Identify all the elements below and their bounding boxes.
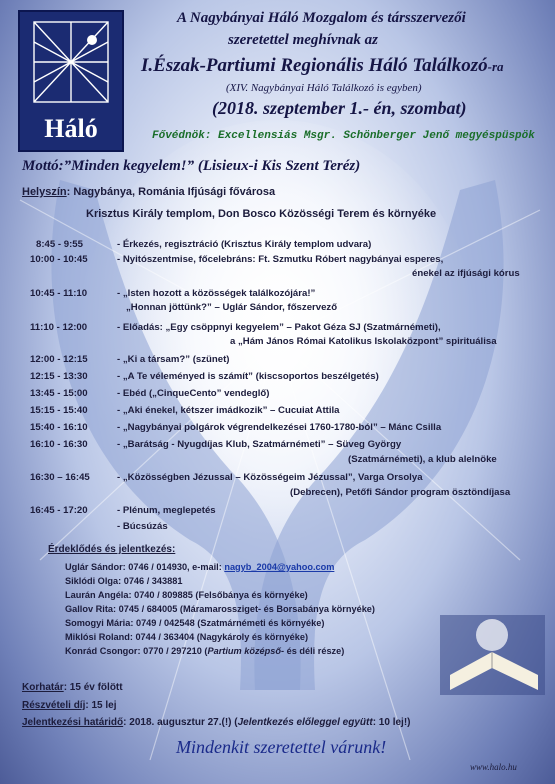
contact-konrad-phone: Konrád Csongor: 0770 / 297210 ( xyxy=(65,646,208,656)
participation-fee-label: Részvételi díj xyxy=(22,700,86,711)
venue-line1 xyxy=(22,186,275,198)
participation-fee xyxy=(22,700,117,711)
schedule-item-continued: (Szatmárnémeti), a klub alelnöke xyxy=(348,454,497,465)
contact-konrad-region: Partium középső xyxy=(207,646,281,656)
deadline-end: : 10 lej!) xyxy=(372,717,411,728)
contact-row: Siklódi Olga: 0746 / 343881 xyxy=(65,576,183,586)
schedule-item: - „Isten hozott a közösségek találkozójára!” xyxy=(117,288,316,299)
schedule-time: 12:15 - 13:30 xyxy=(30,371,88,382)
contact-uglar-phone: Uglár Sándor: 0746 / 014930, e-mail: xyxy=(65,562,225,572)
schedule-item: - Búcsúzás xyxy=(117,521,168,532)
schedule-time: 8:45 - 9:55 xyxy=(36,239,83,250)
schedule-item-continued: (Debrecen), Petőfi Sándor program ösztöndíjasa xyxy=(290,487,511,498)
schedule-item-continued: énekel az ifjúsági kórus xyxy=(412,268,520,279)
event-date: (2018. szeptember 1.- én, szombat) xyxy=(212,98,467,118)
contact-row: Laurán Angéla: 0740 / 809885 (Felsőbánya és környéke) xyxy=(65,590,308,600)
schedule-item: - Előadás: „Egy csöppnyi kegyelem” – Pakot Géza SJ (Szatmárnémeti), xyxy=(117,322,441,333)
contact-email-link[interactable]: nagyb_2004@yahoo.com xyxy=(224,562,335,572)
venue-label: Helyszín xyxy=(22,186,67,198)
schedule-time: 10:45 - 11:10 xyxy=(30,288,88,299)
schedule-time: 16:45 - 17:20 xyxy=(30,505,88,516)
contacts-heading: Érdeklődés és jelentkezés: xyxy=(48,544,176,555)
schedule-time: 13:45 - 15:00 xyxy=(30,388,88,399)
schedule-time: 15:15 - 15:40 xyxy=(30,405,88,416)
contact-row: Gallov Rita: 0745 / 684005 (Máramarossziget- és Borsabánya környéke) xyxy=(65,604,375,614)
age-limit-label: Korhatár xyxy=(22,682,64,693)
motto: Mottó:”Minden kegyelem!” (Lisieux-i Kis Szent Teréz) xyxy=(22,158,361,174)
deadline-italic: Jelentkezés előleggel együtt xyxy=(237,717,373,728)
schedule-time: 16:10 - 16:30 xyxy=(30,439,88,450)
age-limit xyxy=(22,682,123,693)
schedule-item: - „Barátság - Nyugdíjas Klub, Szatmárnémeti” – Süveg György xyxy=(117,439,402,450)
contact-konrad xyxy=(65,646,344,656)
contact-uglar xyxy=(65,562,334,572)
venue-line2: Krisztus Király templom, Don Bosco Közösségi Terem és környéke xyxy=(86,208,437,220)
schedule-time: 15:40 - 16:10 xyxy=(30,422,88,433)
header-line1: A Nagybányai Háló Mozgalom és társszervezői xyxy=(177,10,466,26)
schedule-item: - „Ki a társam?” (szünet) xyxy=(117,354,230,365)
event-title-suffix: -ra xyxy=(487,59,504,74)
schedule-item: - Érkezés, regisztráció (Krisztus Király templom udvara) xyxy=(117,239,372,250)
schedule-item: - Nyitószentmise, főcelebráns: Ft. Szmutku Róbert nagybányai esperes, xyxy=(117,254,444,265)
logo-text: Háló xyxy=(44,114,98,143)
header-line2: szeretettel meghívnak az xyxy=(228,32,378,48)
schedule-time: 10:00 - 10:45 xyxy=(30,254,88,265)
schedule-time: 12:00 - 12:15 xyxy=(30,354,88,365)
patron: Fővédnök: Excellensiás Msgr. Schönberger Jenő megyéspüspök xyxy=(152,130,535,142)
halo-logo xyxy=(18,10,124,152)
event-subtitle: (XIV. Nagybányai Háló Találkozó is egyben) xyxy=(226,82,422,94)
age-limit-value: : 15 év fölött xyxy=(63,682,123,693)
venue-city: : Nagybánya, Románia Ifjúsági fővárosa xyxy=(66,186,276,198)
deadline-label: Jelentkezési határidő xyxy=(22,717,124,728)
schedule-item: - „Aki énekel, kétszer imádkozik” – Cucuiat Attila xyxy=(117,405,340,416)
event-title-main: I.Észak-Partiumi Regionális Háló Találkozó xyxy=(141,55,488,76)
contact-row: Somogyi Mária: 0749 / 042548 (Szatmárnémeti és környéke) xyxy=(65,618,325,628)
website-link[interactable]: www.halo.hu xyxy=(470,762,517,772)
schedule-item: - „A Te véleményed is számít” (kiscsoportos beszélgetés) xyxy=(117,371,379,382)
schedule-item: - Ebéd („CinqueCento” vendeglő) xyxy=(117,388,270,399)
registration-deadline xyxy=(22,717,410,728)
schedule-time: 11:10 - 12:00 xyxy=(30,322,88,333)
schedule-item-continued: „Honnan jöttünk?” – Uglár Sándor, főszervező xyxy=(126,302,338,313)
deadline-value: : 2018. augusztur 27.(!) ( xyxy=(123,717,238,728)
contact-konrad-region-end: - és déli része) xyxy=(281,646,345,656)
participation-fee-value: : 15 lej xyxy=(85,700,117,711)
schedule-time: 16:30 – 16:45 xyxy=(30,472,90,483)
contact-row: Miklósi Roland: 0744 / 363404 (Nagykároly és környéke) xyxy=(65,632,309,642)
net-logo-icon xyxy=(20,12,122,116)
schedule-item: - Plénum, meglepetés xyxy=(117,505,216,516)
closing-message: Mindenkit szeretettel várunk! xyxy=(176,737,387,757)
schedule-item: - „Nagybányai polgárok végrendelkezései 1760-1780-ból” – Mánc Csilla xyxy=(117,422,442,433)
schedule-item: - „Közösségben Jézussal – Közösségeim Jézussal”, Varga Orsolya xyxy=(117,472,423,483)
schedule-item-continued: a „Hám János Római Katolikus Iskolaközpont” spirituálisa xyxy=(230,336,497,347)
event-title xyxy=(141,55,504,77)
